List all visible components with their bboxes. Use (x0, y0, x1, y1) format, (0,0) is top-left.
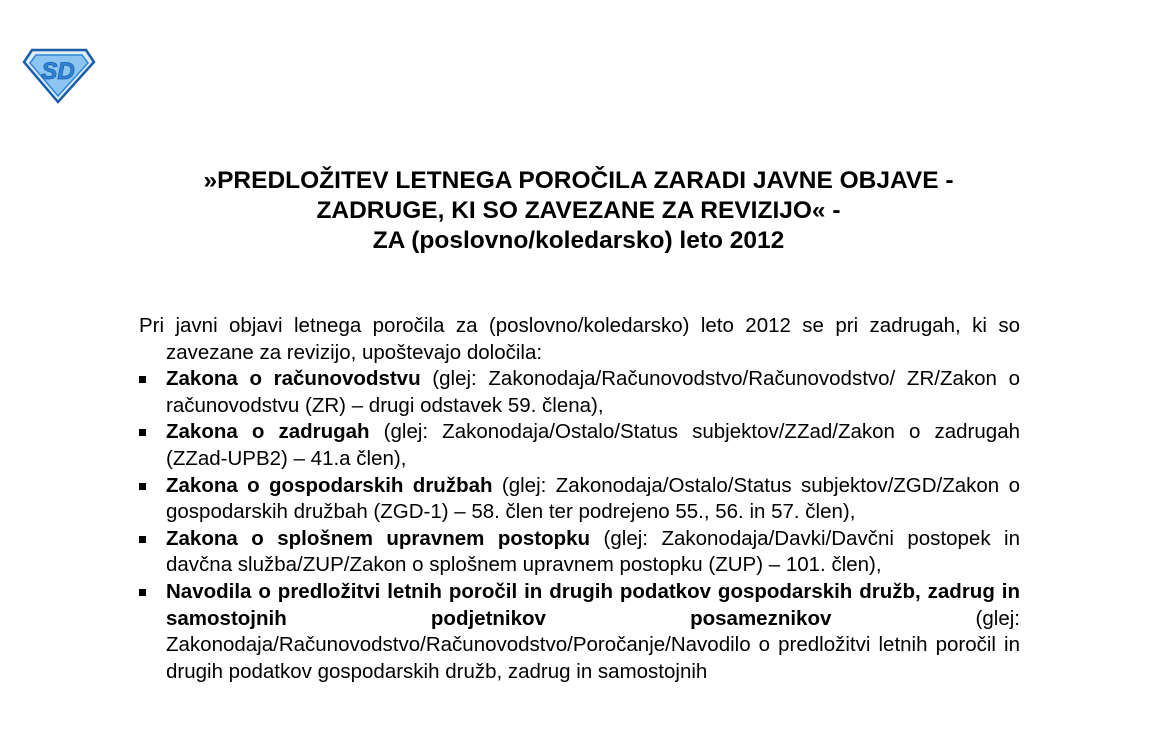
law-detail: (glej: Zakonodaja/Davki/Davčni postopek in davčna služba/ZUP/Zakon o splošnem upravnem postopku (ZUP) – 101. člen), (166, 526, 1020, 577)
logo-letters: SD (41, 58, 75, 85)
title-line-2: ZADRUGE, KI SO ZAVEZANE ZA REVIZIJO« - (316, 197, 841, 224)
bullet-square-icon (139, 376, 146, 383)
bullet-square-icon (139, 536, 146, 543)
title-line-1: »PREDLOŽITEV LETNEGA POROČILA ZARADI JAVNE OBJAVE - (203, 167, 954, 194)
law-detail: (glej: Zakonodaja/Računovodstvo/Računovodstvo/Poročanje/Navodilo o predložitvi letnih poročil in drugih podatkov gospodarskih družb, zadrug in samostojnih (166, 606, 1020, 683)
logo-emblem (22, 46, 96, 104)
law-name: Zakona o splošnem upravnem postopku (166, 526, 591, 550)
law-detail: (glej: Zakonodaja/Ostalo/Status subjektov/ZZad/Zakon o zadrugah (ZZad-UPB2) – 41.a člen), (166, 420, 1020, 470)
law-name: Zakona o zadrugah (166, 420, 370, 444)
law-name: Navodila o predložitvi letnih poročil in drugih podatkov gospodarskih družb, zadrug in samostojnih podjetnikov posameznikov (166, 579, 1020, 630)
bullet-square-icon (139, 429, 146, 436)
law-detail: (glej: Zakonodaja/Računovodstvo/Računovodstvo/ ZR/Zakon o računovodstvu (ZR) – drugi odstavek 59. člena), (166, 367, 1020, 417)
bullet-square-icon (139, 483, 146, 490)
list-item (139, 366, 1020, 419)
law-name: Zakona o gospodarskih družbah (166, 473, 493, 497)
document-body (139, 313, 1020, 685)
list-item (139, 526, 1020, 579)
list-item (139, 473, 1020, 526)
list-item (139, 419, 1020, 472)
document-title (0, 166, 1157, 256)
bullet-square-icon (139, 589, 146, 596)
law-detail: (glej: Zakonodaja/Ostalo/Status subjektov/ZGD/Zakon o gospodarskih družbah (ZGD-1) – 58. člen ter podrejeno 55., 56. in 57. člen), (166, 473, 1020, 524)
law-name: Zakona o računovodstvu (166, 367, 421, 391)
title-line-3: ZA (poslovno/koledarsko) leto 2012 (372, 227, 785, 254)
list-item (139, 579, 1020, 685)
intro-paragraph: Pri javni objavi letnega poročila za (poslovno/koledarsko) leto 2012 se pri zadrugah, ki so zavezane za revizijo, upoštevajo določila: (139, 314, 1020, 364)
law-list (139, 366, 1020, 685)
